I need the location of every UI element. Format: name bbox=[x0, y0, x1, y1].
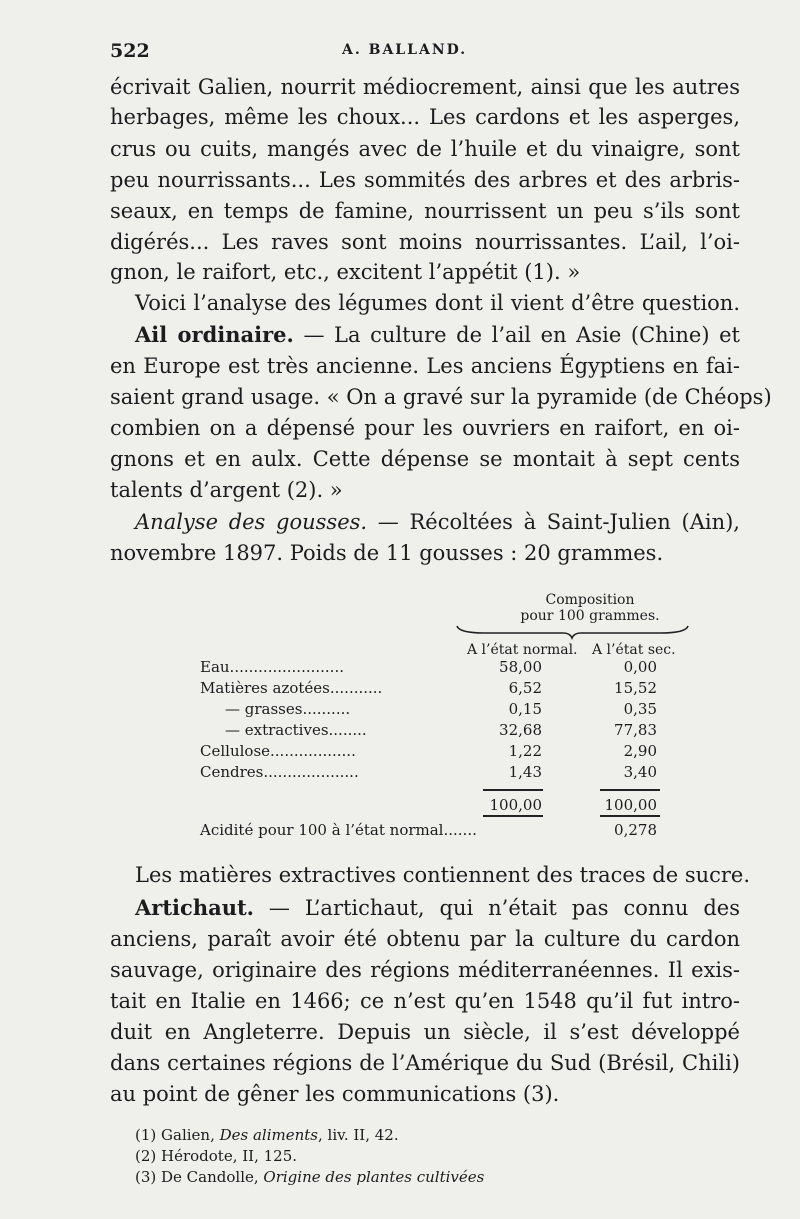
text-line: herbages, même les choux... Les cardons et les asperges, bbox=[110, 105, 740, 129]
text-fragment: — L’artichaut, qui n’était pas connu des bbox=[253, 896, 740, 920]
text-fragment: , liv. II, 42. bbox=[318, 1126, 399, 1144]
total-rule bbox=[600, 815, 660, 817]
text-line: crus ou cuits, mangés avec de l’huile et du vinaigre, sont bbox=[110, 137, 740, 161]
text-line: sauvage, originaire des régions méditerranéennes. Il exis- bbox=[110, 958, 740, 982]
value-normal: 32,68 bbox=[499, 721, 542, 739]
value-normal: 0,15 bbox=[508, 700, 542, 718]
text-line: en Europe est très ancienne. Les anciens Égyptiens en fai- bbox=[110, 354, 740, 378]
analyse-title: Analyse des gousses. bbox=[135, 510, 368, 534]
value-normal: 1,22 bbox=[508, 742, 542, 760]
total-normal: 100,00 bbox=[489, 796, 542, 814]
citation-title: Des aliments bbox=[219, 1126, 319, 1144]
text-line: au point de gêner les communications (3). bbox=[110, 1082, 560, 1106]
acidite-value: 0,278 bbox=[614, 821, 657, 839]
composition-header: Composition bbox=[545, 592, 635, 608]
value-sec: 77,83 bbox=[614, 721, 657, 739]
text-line: saient grand usage. « On a gravé sur la pyramide (de Chéops) bbox=[110, 385, 772, 409]
row-label: Cellulose.................. bbox=[200, 742, 356, 760]
composition-subheader: pour 100 grammes. bbox=[520, 608, 660, 624]
footnote-1 bbox=[135, 1124, 399, 1146]
text-line: dans certaines régions de l’Amérique du Sud (Brésil, Chili) bbox=[110, 1051, 740, 1075]
total-sec: 100,00 bbox=[604, 796, 657, 814]
running-head: A. BALLAND. bbox=[342, 42, 468, 58]
text-line: gnon, le raifort, etc., excitent l’appétit (1). » bbox=[110, 260, 581, 284]
footnote-2: (2) Hérodote, II, 125. bbox=[135, 1147, 298, 1165]
text-line: tait en Italie en 1466; ce n’est qu’en 1548 qu’il fut intro- bbox=[110, 989, 740, 1013]
text-line: combien on a dépensé pour les ouvriers en raifort, en oi- bbox=[110, 416, 740, 440]
value-sec: 2,90 bbox=[623, 742, 657, 760]
text-line: Voici l’analyse des légumes dont il vient d’être question. bbox=[135, 291, 740, 315]
text-line: anciens, paraît avoir été obtenu par la culture du cardon bbox=[110, 927, 740, 951]
section-heading-ail: Ail ordinaire. bbox=[135, 322, 294, 347]
row-label: Cendres.................... bbox=[200, 763, 359, 781]
value-sec: 0,35 bbox=[623, 700, 657, 718]
text-fragment: (3) De Candolle, bbox=[135, 1168, 264, 1186]
text-line: digérés... Les raves sont moins nourrissantes. L’ail, l’oi- bbox=[110, 230, 740, 254]
page-number: 522 bbox=[110, 40, 150, 62]
row-label: — grasses.......... bbox=[225, 700, 351, 718]
text-fragment: — Récoltées à Saint-Julien (Ain), bbox=[367, 510, 740, 534]
citation-title: Origine des plantes cultivées bbox=[263, 1168, 485, 1186]
value-sec: 15,52 bbox=[614, 679, 657, 697]
total-rule bbox=[483, 789, 543, 791]
brace-icon bbox=[455, 624, 690, 640]
value-sec: 3,40 bbox=[623, 763, 657, 781]
column-header-sec: A l’état sec. bbox=[592, 642, 676, 658]
value-normal: 58,00 bbox=[499, 658, 542, 676]
value-normal: 6,52 bbox=[508, 679, 542, 697]
row-label: Eau........................ bbox=[200, 658, 344, 676]
total-rule bbox=[600, 789, 660, 791]
acidite-label: Acidité pour 100 à l’état normal....... bbox=[200, 821, 477, 839]
text-line: novembre 1897. Poids de 11 gousses : 20 grammes. bbox=[110, 541, 664, 565]
value-normal: 1,43 bbox=[508, 763, 542, 781]
text-line: Les matières extractives contiennent des traces de sucre. bbox=[135, 863, 751, 887]
text-line: gnons et en aulx. Cette dépense se montait à sept cents bbox=[110, 447, 740, 471]
text-fragment: — La culture de l’ail en Asie (Chine) et bbox=[293, 323, 740, 347]
artichaut-first-line bbox=[135, 893, 740, 923]
row-label: Matières azotées........... bbox=[200, 679, 383, 697]
total-rule bbox=[483, 815, 543, 817]
row-label: — extractives........ bbox=[225, 721, 367, 739]
text-line: duit en Angleterre. Depuis un siècle, il s’est développé bbox=[110, 1020, 740, 1044]
column-header-normal: A l’état normal. bbox=[467, 642, 578, 658]
section-heading-artichaut: Artichaut. bbox=[135, 895, 254, 920]
text-line: peu nourrissants... Les sommités des arbres et des arbris- bbox=[110, 168, 740, 192]
footnote-3 bbox=[135, 1166, 484, 1188]
text-fragment: (1) Galien, bbox=[135, 1126, 220, 1144]
value-sec: 0,00 bbox=[623, 658, 657, 676]
text-line: écrivait Galien, nourrit médiocrement, ainsi que les autres bbox=[110, 75, 740, 99]
text-line: seaux, en temps de famine, nourrissent un peu s’ils sont bbox=[110, 199, 740, 223]
text-line: talents d’argent (2). » bbox=[110, 478, 343, 502]
